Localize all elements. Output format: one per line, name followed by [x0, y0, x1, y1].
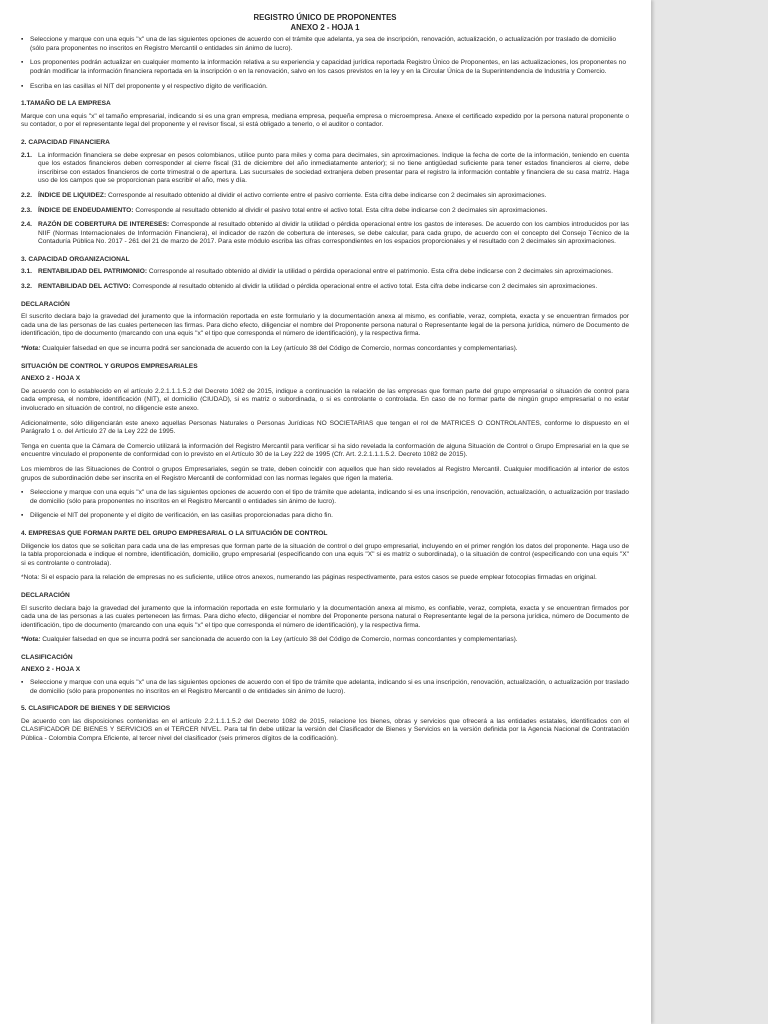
numbered-item [21, 221, 629, 247]
note-text: Cualquier falsedad en que se incurra podrá ser sancionada de acuerdo con la Ley (artículo 38 del Código de Comercio, normas concordantes y complementarias). [40, 345, 518, 353]
item-text [38, 207, 629, 216]
section-heading-situacion-control: SITUACIÓN DE CONTROL Y GRUPOS EMPRESARIALES [21, 362, 198, 370]
section-heading-declaracion: DECLARACIÓN [21, 300, 70, 308]
section-heading-clasificador: 5. CLASIFICADOR DE BIENES Y DE SERVICIOS [21, 705, 171, 713]
numbered-item [21, 152, 629, 186]
document-title: REGISTRO ÚNICO DE PROPONENTES [253, 13, 397, 22]
instruction-bullet: ▪ Los proponentes podrán actualizar en cualquier momento la información relativa a su experiencia y capacidad jurídica reportada Registro Único de Proponentes, en las actualizaciones, los proponentes no podrán modificar la información financiera reportada en la inscripción o en la renovación, salvo en los casos previstos en la ley y en la Circular Única de la Superintendencia de Industria y Comercio. [21, 59, 629, 76]
item-number: 2.3. [21, 206, 32, 214]
section-heading-empresas-grupo: 4. EMPRESAS QUE FORMAN PARTE DEL GRUPO EMPRESARIAL O LA SITUACIÓN DE CONTROL [21, 529, 328, 537]
control-paragraph: De acuerdo con lo establecido en el artículo 2.2.1.1.1.5.2 del Decreto 1082 de 2015, indique a continuación la relación de las empresas que forman parte del grupo empresarial o situación de control para cada empresa, el nombre, identificación (NIT), el domicilio (CIUDAD), si es matriz o subordinada, o si es controlante o controlada. En caso de no formar parte de ningún grupo empresarial o no estar involucrado en situación de control, no diligencie este anexo. [21, 387, 629, 412]
section-heading-capacidad-financiera: 2. CAPACIDAD FINANCIERA [21, 138, 110, 146]
note-text: Cualquier falsedad en que se incurra podrá ser sancionada de acuerdo con la Ley (artículo 38 del Código de Comercio, normas concordantes y complementarias). [40, 636, 518, 644]
note-label: *Nota: [21, 345, 41, 353]
section-text-tamano: Marque con una equis "x" el tamaño empresarial, indicando si es una gran empresa, mediana empresa, pequeña empresa o microempresa. Anexe el certificado expedido por la persona natural proponente o su contador, o por el representante legal del proponente y el revisor fiscal, si está obligado a tenerlo, o el auditor o contador. [21, 112, 629, 129]
numbered-item [21, 268, 629, 277]
item-number: 2.2. [21, 191, 32, 199]
document-content [21, 13, 629, 750]
item-body: Corresponde al resultado obtenido al dividir el activo corriente entre el pasivo corriente. Esta cifra debe indicarse con 2 decimales sin aproximaciones. [106, 191, 547, 199]
control-paragraph: Tenga en cuenta que la Cámara de Comercio utilizará la información del Registro Mercantil para verificar si ha sido revelada la conformación de alguna Situación de Control o Grupo Empresarial en la que se encuentre vinculado el proponente de conformidad con lo previsto en el Artículo 30 de la Ley 222 de 1995 (Cfr. Art. 2.2.1.1.1.5.2. Decreto 1082 de 2015). [21, 442, 629, 459]
item-text [38, 268, 629, 277]
declaration-note [21, 636, 629, 645]
item-label: ÍNDICE DE ENDEUDAMIENTO: [38, 206, 134, 214]
section-text-clasificador: De acuerdo con las disposiciones contenidas en el artículo 2.2.1.1.1.5.2 del Decreto 1082 de 2015, relacione los bienes, obras y servicios que ofrecerá a las entidades estatales, identificados con el CLASIFICADOR DE BIENES Y SERVICIOS en el TERCER NIVEL. Para tal fin debe utilizar la versión del Clasificador de Bienes y Servicios en la versión definida por la Agencia Nacional de Contratación Pública - Colombia Compra Eficiente, al tercer nivel del clasificador (seis primeros dígitos de la codificación). [21, 717, 629, 743]
document-subtitle: ANEXO 2 - HOJA 1 [290, 22, 360, 32]
item-text [38, 152, 629, 186]
section-heading-tamano: 1.TAMAÑO DE LA EMPRESA [21, 100, 111, 108]
declaration-text: El suscrito declara bajo la gravedad del juramento que la información reportada en este formulario y la documentación anexa al mismo, es confiable, veraz, completa, exacta y se encuentran firmados por cada una de las personas a las cuales pertenecen las firmas. Para dicho efecto, diligenciar el nombre del Proponente persona natural o Representante legal de la persona jurídica, número de Documento de identificación, tipo de documento (marcando con una equis "x" el tipo que corresponda el número de identificación), y la respectiva firma. [21, 604, 629, 629]
item-number: 2.1. [21, 151, 32, 159]
item-body: Corresponde al resultado obtenido al dividir la utilidad o pérdida operacional entre el patrimonio. Esta cifra debe indicarse con 2 decimales sin aproximaciones. [147, 268, 613, 276]
item-body: Corresponde al resultado obtenido al dividir el pasivo total entre el activo total. Esta cifra debe indicarse con 2 decimales sin aproximaciones. [133, 206, 548, 214]
item-text [38, 221, 629, 247]
section-subheading-anexo: ANEXO 2 - HOJA X [21, 375, 81, 383]
numbered-item [21, 192, 629, 201]
numbered-item [21, 283, 629, 292]
control-paragraph: Adicionalmente, sólo diligenciarán este anexo aquellas Personas Naturales o Personas Jurídicas NO SOCIETARIAS que tengan el rol de MATRICES O CONTROLANTES, conforme lo dispuesto en el Parágrafo 1 o. del Artículo 27 de la Ley 222 de 1995. [21, 419, 629, 436]
item-label: ÍNDICE DE LIQUIDEZ: [38, 191, 107, 199]
item-body: La información financiera se debe expresar en pesos colombianos, utilice punto para miles y coma para decimales, sin aproximaciones. Indique la fecha de corte de la información, teniendo en cuenta que los estados financieros deben corresponder al cierre fiscal (31 de diciembre del año inmediatamente anterior); si no tiene antigüedad suficiente para tener estados financieros al cierre, debe inscribirse con estados financieros de corte trimestral o de apertura. Las sucursales de sociedad extranjera deben presentar para el registro la información contable y financiera de su casa matriz. Haga uso de los campos que se proporcionan para escribir el año, mes y día. [38, 151, 629, 185]
item-text [38, 283, 629, 292]
section-note-empresas-grupo: *Nota: Si el espacio para la relación de empresas no es suficiente, utilice otros anexos, numerando las páginas respectivamente, para estos casos se puede emplear fotocopias firmadas en original. [21, 574, 597, 582]
instruction-bullet: ▪ Seleccione y marque con una equis "x" una de las siguientes opciones de acuerdo con el trámite que adelanta, ya sea de inscripción, renovación, actualización, o actualización por traslado de domicilio (sólo para proponentes no inscritos en Registro Mercantil o entidades sin ánimo de lucro). [21, 36, 629, 53]
note-label: *Nota: [21, 636, 41, 644]
instruction-bullet: ▪ Seleccione y marque con una equis "x" una de las siguientes opciones de acuerdo con el tipo de trámite que adelanta, indicando si es una inscripción, renovación, actualización, o actualización por traslado de domicilio (sólo para proponentes no inscritos en el Registro Mercantil o entidades sin ánimo de lucro). [21, 489, 629, 506]
item-body: Corresponde al resultado obtenido al dividir la utilidad o pérdida operacional entre el activo total. Esta cifra debe indicarse con 2 decimales sin aproximaciones. [130, 283, 598, 291]
section-heading-capacidad-organizacional: 3. CAPACIDAD ORGANIZACIONAL [21, 255, 130, 263]
section-text-empresas-grupo: Diligencie los datos que se solicitan para cada una de las empresas que forman parte de la situación de control o del grupo empresarial, incluyendo en el primer renglón los datos del proponente. Haga uso de la tabla proporcionada e indique el nombre, identificación, domicilio, grupo empresarial (especificando con una equis "X" si es matriz o subordinada), o la situación de control (especificando con una equis "X" si es controlante o controlada). [21, 542, 629, 567]
section-subheading-anexo: ANEXO 2 - HOJA X [21, 666, 81, 674]
item-body: Corresponde al resultado obtenido al dividir la utilidad o pérdida operacional entre los gastos de intereses. De acuerdo con los cambios introducidos por las NIIF (Normas Internacionales de Información Financiera), el indicador de razón de cobertura de intereses, se debe calcular, para cada grupo, de acuerdo con el concepto del Consejo Técnico de la Contaduría Pública No. 2017 - 261 del 21 de marzo de 2017. Para este módulo escriba las cifras correspondientes en los espacios proporcionales y el resultado con 2 decimales sin aproximaciones. [38, 221, 629, 246]
instruction-bullet: ▪ Escriba en las casillas el NIT del proponente y el respectivo dígito de verificación. [21, 83, 629, 92]
item-label: RAZÓN DE COBERTURA DE INTERESES: [38, 221, 170, 229]
item-number: 3.2. [21, 283, 32, 291]
item-label: RENTABILIDAD DEL ACTIVO: [38, 283, 131, 291]
item-number: 3.1. [21, 268, 32, 276]
item-text [38, 192, 629, 201]
declaration-note [21, 345, 629, 354]
item-label: RENTABILIDAD DEL PATRIMONIO: [38, 268, 148, 276]
numbered-item [21, 207, 629, 216]
control-paragraph: Los miembros de las Situaciones de Control o grupos Empresariales, según se trate, deben coincidir con aquellos que han sido revelados al Registro Mercantil. Cualquier modificación al interior de estos grupos de subordinación debe ser inscrita en el Registro Mercantil de conformidad con las normas legales que rigen la materia. [21, 465, 629, 482]
instruction-bullet: ▪ Seleccione y marque con una equis "x" una de las siguientes opciones de acuerdo con el tipo de trámite que adelanta, indicando si es una inscripción, renovación, actualización, o actualización por traslado de domicilio (sólo para proponentes no inscritos en el Registro Mercantil o de entidades sin ánimo de lucro). [21, 679, 629, 696]
declaration-text: El suscrito declara bajo la gravedad del juramento que la información reportada en este formulario y la documentación anexa al mismo, es confiable, veraz, completa, exacta y se encuentran firmados por cada una de las personas de las cuales pertenecen las firmas. Para dicho efecto, diligenciar el nombre del Proponente persona natural o Representante legal de la persona jurídica, número de Documento de identificación, tipo de documento (marcando con una equis "x" el tipo que corresponda el número de identificación), y la respectiva firma. [21, 313, 629, 338]
section-heading-declaracion: DECLARACIÓN [21, 591, 70, 599]
item-number: 2.4. [21, 221, 32, 229]
instruction-bullet: ▪ Diligencie el NIT del proponente y el dígito de verificación, en las casillas proporcionadas para dicho fin. [21, 512, 629, 521]
section-heading-clasificacion: CLASIFICACIÓN [21, 653, 73, 661]
